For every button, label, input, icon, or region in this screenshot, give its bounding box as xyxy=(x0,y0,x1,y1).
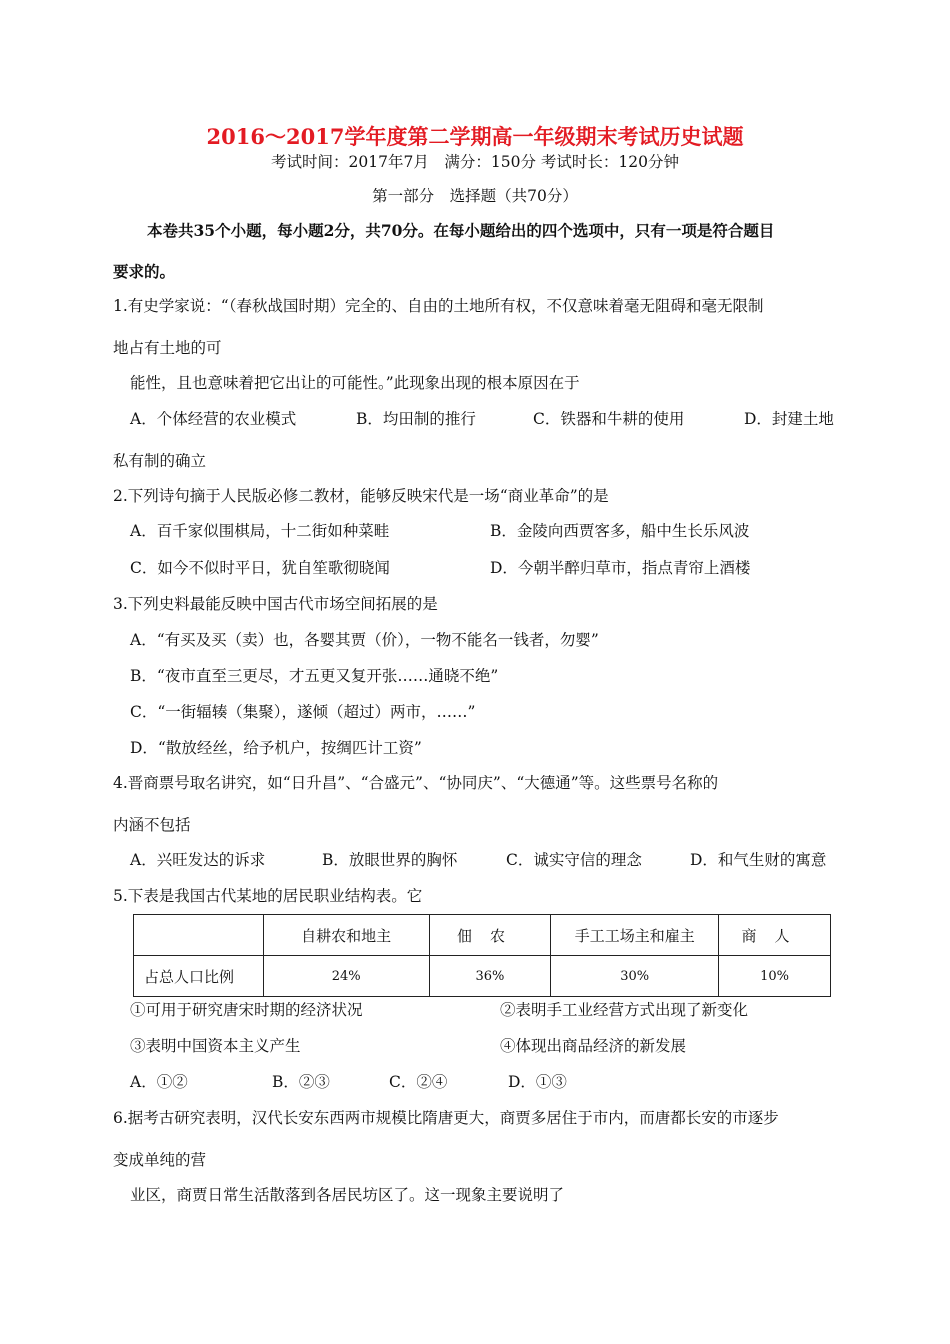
q2-option-a: A．百千家似围棋局，十二街如种菜畦 xyxy=(130,522,390,540)
q2-option-d: D．今朝半醉归草市，指点青帘上酒楼 xyxy=(490,559,751,577)
instructions-line-1: 本卷共35个小题，每小题2分，共70分。在每小题给出的四个选项中，只有一项是符合题目 xyxy=(147,221,775,240)
q4-option-a: A．兴旺发达的诉求 xyxy=(130,851,266,869)
table-header-cell: 手工工场主和雇主 xyxy=(551,915,719,956)
table-row xyxy=(134,956,831,997)
q3-option-d: D．“散放经丝，给予机户，按绸匹计工资” xyxy=(130,739,422,757)
table-header-cell: 佃农 xyxy=(429,915,551,956)
exam-title: 2016～2017学年度第二学期高一年级期末考试历史试题 xyxy=(206,124,744,149)
q4-option-c: C．诚实守信的理念 xyxy=(506,851,642,869)
occupation-table xyxy=(133,914,831,997)
part-heading: 第一部分 选择题（共70分） xyxy=(372,187,578,205)
q5-statement-2: ②表明手工业经营方式出现了新变化 xyxy=(500,1001,749,1019)
q2-option-c: C．如今不似时平日，犹自笙歌彻晓闻 xyxy=(130,559,390,577)
q1-stem-line-1: 1.有史学家说：“（春秋战国时期）完全的、自由的土地所有权，不仅意味着毫无阻碍和毫无限制 xyxy=(113,297,764,315)
q1-option-d-continued: 私有制的确立 xyxy=(113,452,207,470)
q4-stem-line-2: 内涵不包括 xyxy=(113,816,191,834)
q3-stem: 3.下列史料最能反映中国古代市场空间拓展的是 xyxy=(113,595,438,613)
q1-option-b: B．均田制的推行 xyxy=(356,410,476,428)
table-cell: 30% xyxy=(551,956,719,997)
table-header-cell: 商人 xyxy=(719,915,831,956)
q6-stem-line-2: 变成单纯的营 xyxy=(113,1151,207,1169)
q5-option-d: D．①③ xyxy=(508,1073,567,1091)
table-header-cell: 自耕农和地主 xyxy=(263,915,429,956)
q5-stem: 5.下表是我国古代某地的居民职业结构表。它 xyxy=(113,887,423,905)
q1-option-d: D．封建土地 xyxy=(744,410,834,428)
q2-stem: 2.下列诗句摘于人民版必修二教材，能够反映宋代是一场“商业革命”的是 xyxy=(113,487,609,505)
table-row-label: 占总人口比例 xyxy=(134,956,264,997)
q6-stem-line-3: 业区，商贾日常生活散落到各居民坊区了。这一现象主要说明了 xyxy=(130,1186,565,1204)
table-cell: 24% xyxy=(263,956,429,997)
q5-option-a: A．①② xyxy=(130,1073,188,1091)
q5-statement-1: ①可用于研究唐宋时期的经济状况 xyxy=(130,1001,363,1019)
table-header-cell xyxy=(134,915,264,956)
q3-option-b: B．“夜市直至三更尽，才五更又复开张……通晓不绝” xyxy=(130,667,499,685)
q4-option-d: D．和气生财的寓意 xyxy=(690,851,827,869)
q1-option-a: A．个体经营的农业模式 xyxy=(130,410,297,428)
table-cell: 10% xyxy=(719,956,831,997)
q6-stem-line-1: 6.据考古研究表明，汉代长安东西两市规模比隋唐更大，商贾多居住于市内，而唐都长安的市逐步 xyxy=(113,1109,779,1127)
table-header-row xyxy=(134,915,831,956)
q4-option-b: B．放眼世界的胸怀 xyxy=(322,851,458,869)
q5-option-c: C．②④ xyxy=(389,1073,448,1091)
q3-option-c: C．“一街辐辏（集聚），遂倾（超过）两市，……” xyxy=(130,703,476,721)
q3-option-a: A．“有买及买（卖）也，各婴其贾（价），一物不能名一钱者，勿婴” xyxy=(130,631,599,649)
q1-stem-line-2: 地占有土地的可 xyxy=(113,339,222,357)
q4-stem-line-1: 4.晋商票号取名讲究，如“日升昌”、“合盛元”、“协同庆”、“大德通”等。这些票号名称的 xyxy=(113,774,719,792)
instructions-line-2: 要求的。 xyxy=(113,262,176,281)
q1-stem-line-3: 能性，且也意味着把它出让的可能性。”此现象出现的根本原因在于 xyxy=(130,374,580,392)
q5-option-b: B．②③ xyxy=(272,1073,330,1091)
q5-statement-3: ③表明中国资本主义产生 xyxy=(130,1037,301,1055)
q5-statement-4: ④体现出商品经济的新发展 xyxy=(500,1037,687,1055)
table-cell: 36% xyxy=(429,956,551,997)
q2-option-b: B．金陵向西贾客多，船中生长乐风波 xyxy=(490,522,750,540)
exam-info: 考试时间：2017年7月 满分：150分 考试时长：120分钟 xyxy=(271,153,679,171)
q1-option-c: C．铁器和牛耕的使用 xyxy=(533,410,685,428)
